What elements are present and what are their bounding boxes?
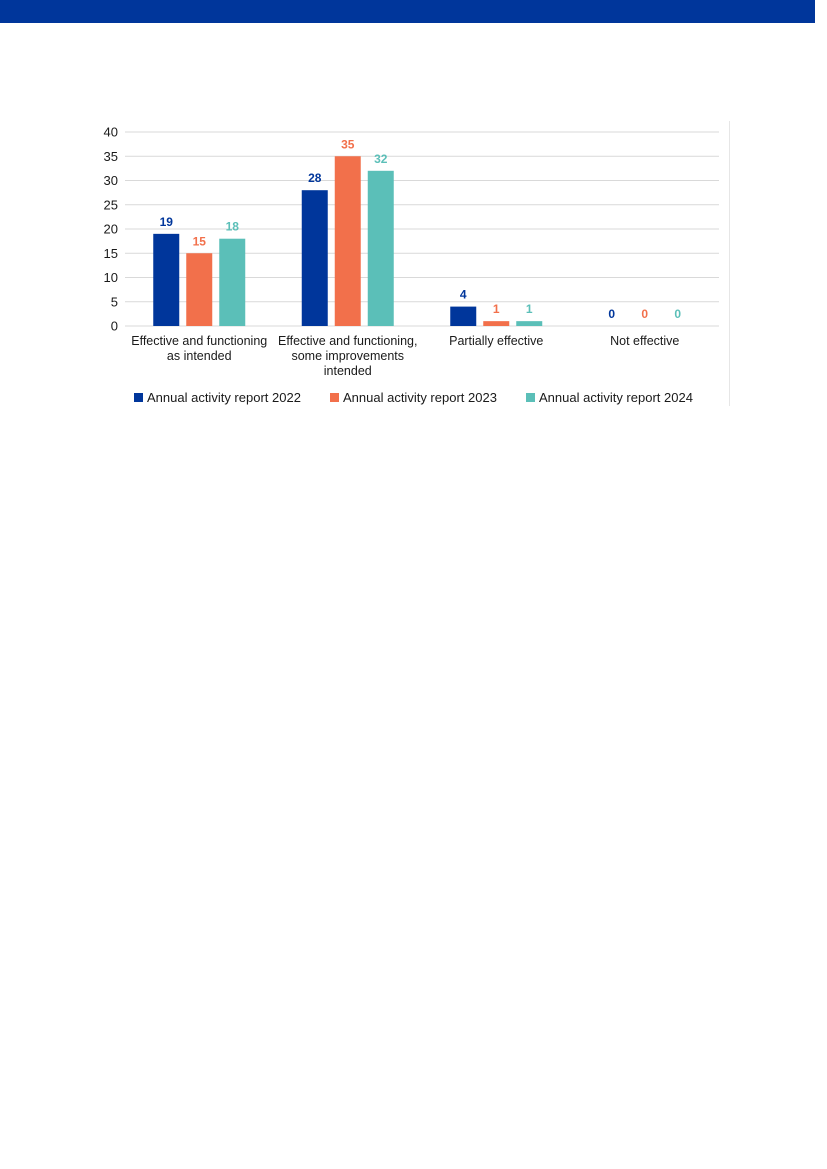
data-label-3-3: 1	[525, 302, 533, 317]
bar-2-1	[186, 253, 212, 326]
legend-swatch-3	[526, 393, 535, 402]
category-label-4-line-1: Not effective	[610, 334, 680, 348]
legend-swatch-1	[134, 393, 143, 402]
bar-1-2	[302, 190, 328, 326]
data-label-1-1: 19	[159, 214, 173, 229]
bar-1-1	[153, 234, 179, 326]
y-tick-label-15: 15	[103, 245, 118, 261]
data-label-2-4: 0	[641, 307, 649, 321]
data-label-1-3: 4	[459, 287, 467, 302]
bar-2-3	[483, 321, 509, 326]
category-label-1-line-2: as intended	[166, 349, 232, 363]
category-label-2-line-2: some improvements	[291, 349, 405, 363]
legend-swatch-2	[330, 393, 339, 402]
y-tick-label-20: 20	[103, 221, 118, 237]
data-label-3-4: 0	[674, 307, 682, 321]
y-tick-label-5: 5	[110, 294, 118, 310]
bar-chart	[0, 0, 827, 420]
data-label-2-3: 1	[492, 302, 500, 317]
category-label-3-line-1: Partially effective	[449, 334, 544, 348]
bar-3-2	[368, 171, 394, 326]
y-tick-label-0: 0	[110, 318, 118, 334]
bar-3-1	[219, 239, 245, 326]
bar-1-3	[450, 307, 476, 326]
bar-3-3	[516, 321, 542, 326]
category-label-1-line-1: Effective and functioning	[131, 334, 268, 348]
data-label-1-2: 28	[308, 171, 322, 186]
bar-2-2	[335, 156, 361, 326]
category-label-2-line-1: Effective and functioning,	[278, 334, 418, 348]
data-label-3-2: 32	[374, 151, 388, 166]
y-tick-label-40: 40	[103, 124, 118, 140]
y-tick-label-25: 25	[103, 197, 118, 213]
legend-label-2: Annual activity report 2023	[343, 390, 497, 405]
y-tick-label-35: 35	[103, 148, 118, 164]
legend-label-1: Annual activity report 2022	[147, 390, 301, 405]
y-tick-label-10: 10	[103, 270, 118, 285]
category-label-2-line-3: intended	[323, 364, 372, 378]
legend-label-3: Annual activity report 2024	[539, 390, 693, 405]
data-label-2-1: 15	[192, 234, 206, 249]
data-label-2-2: 35	[341, 137, 355, 152]
data-label-3-1: 18	[225, 219, 239, 234]
y-tick-label-30: 30	[103, 173, 118, 188]
data-label-1-4: 0	[608, 307, 616, 321]
